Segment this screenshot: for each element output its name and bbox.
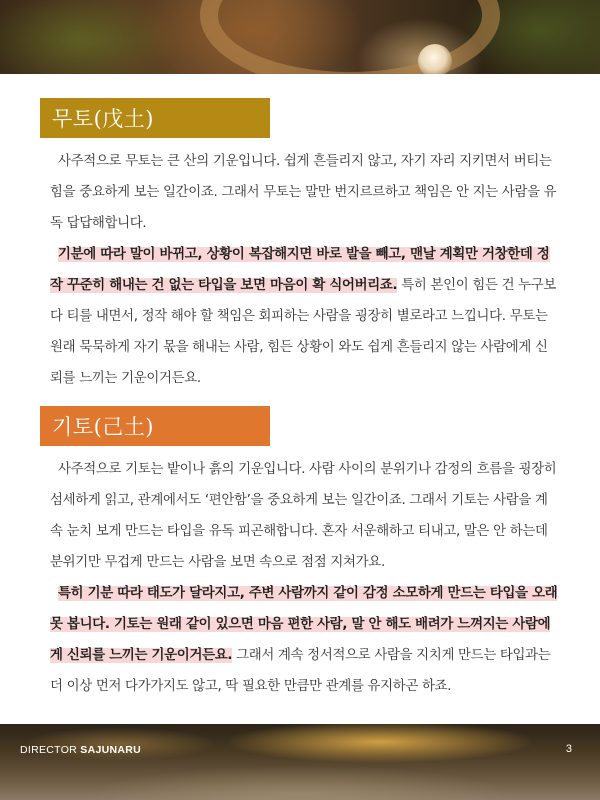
header-photo xyxy=(0,0,600,74)
footer-photo xyxy=(0,724,600,800)
gito-paragraph-1-text: 사주적으로 기토는 밭이나 흙의 기운입니다. 사람 사이의 분위기나 감정의 흐름을 굉장히 섬세하게 읽고, 관계에서도 ‘편안함’을 중요하게 보는 일간이죠. 그래서 기토는 사람을 계속 눈치 보게 만드는 타입을 유독 피곤해합니다. 혼자 서운해하고 티내고, 말은 안 하는데 분위기만 무겁게 만드는 사람을 보면 속으로 점점 지쳐가요. xyxy=(50,462,557,570)
muto-paragraph-2-text: 특히 본인이 힘든 건 누구보다 티를 내면서, 정작 해야 할 책임은 회피하는 사람을 굉장히 별로라고 느낍니다. 무토는 원래 묵묵하게 자기 몫을 해내는 사람, 힘든 상황이 와도 쉽게 흔들리지 않는 사람에게 신뢰를 느끼는 기운이거든요. xyxy=(50,278,557,386)
footer-brand-name: SAJUNARU xyxy=(80,744,142,756)
muto-highlight-text: 기분에 따라 말이 바뀌고, 상황이 복잡해지면 바로 발을 빼고, 맨날 계획만 거창한데 정작 꾸준히 해내는 건 없는 타입을 보면 마음이 확 식어버리죠. xyxy=(50,247,550,293)
muto-paragraph-2 xyxy=(50,239,560,394)
section-heading-gito: 기토(己土) xyxy=(40,406,270,446)
gito-paragraph-2 xyxy=(50,578,560,702)
muto-paragraph-1 xyxy=(50,146,560,239)
gito-highlight-text: 특히 기분 따라 태도가 달라지고, 주변 사람까지 같이 감정 소모하게 만드는 타입을 오래 못 봅니다. 기토는 원래 같이 있으면 마음 편한 사람, 말 안 해도 배려가 느껴지는 사람에게 신뢰를 느끼는 기운이거든요. xyxy=(50,586,558,663)
section-heading-muto: 무토(戊土) xyxy=(40,98,270,138)
gito-paragraph-2-text: 그래서 계속 정서적으로 사람을 지치게 만드는 타입과는 더 이상 먼저 다가가지도 않고, 딱 필요한 만큼만 관계를 유지하곤 하죠. xyxy=(50,648,551,694)
stone-arch-image xyxy=(200,0,500,74)
lamp-image xyxy=(418,44,452,74)
page-number: 3 xyxy=(565,743,572,755)
footer-brand-prefix: DIRECTOR xyxy=(20,744,81,756)
muto-paragraph-1-text: 사주적으로 무토는 큰 산의 기운입니다. 쉽게 흔들리지 않고, 자기 자리 지키면서 버티는 힘을 중요하게 보는 일간이죠. 그래서 무토는 말만 번지르르하고 책임은 안 지는 사람을 유독 답답해합니다. xyxy=(50,154,557,231)
footer-brand xyxy=(20,744,141,756)
gito-paragraph-1 xyxy=(50,454,560,578)
